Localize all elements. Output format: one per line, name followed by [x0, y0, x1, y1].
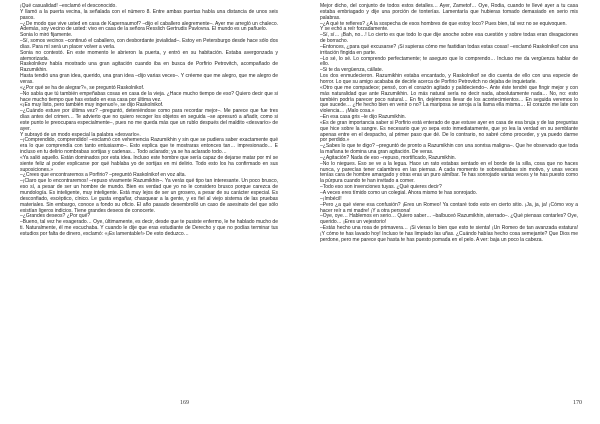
- paragraph: –¿A qué te refieres? ¿A la sospecha de esos hombres de que estoy loco? Pues bien, tal vez no se equivoquen.: [320, 20, 567, 27]
- paragraph: ¡Qué casualidad! –exclamó el desconocido.: [20, 3, 117, 9]
- paragraph: –Sí, somos vecinos –continuó el caballero, con desbordante jovialidad–. Estoy en Petersburgo desde hace sólo dos días. Para mí será un placer volver a verla.: [20, 38, 278, 50]
- paragraph: Hasta tendió una gran idea, querido, una gran idea –dijo varias veces–. Y créeme que me alegro, que me alegro de veras.: [20, 73, 278, 85]
- paragraph: «Ya salió aquello. Están dominados por esta idea. Incluso este hombre que sería capaz de dejarse matar por mí se siente feliz al poder explicarse por qué hablaba yo de sortijas en mi delirio. Todo esto los ha confirmado en sus suposiciones.»: [20, 154, 278, 173]
- paragraph: –Estás hecho una rosa de primavera… ¡Si vieras lo bien que esto te sienta! ¡Un Romeo de tan avanzada estatura! ¡Y cómo te has lavado hoy! Incluso te has limpiado las uñas. ¿Cuándo habías hecho cosa semejante? Que Dios me perdone, pero me parece que hasta te has puesto pomada en el pelo. A ver: baja un poco la cabeza.: [320, 225, 578, 243]
- paragraph: –¡Claro que lo encontraremos! –repuso vivamente Razumikhin–. Ya verás qué tipo tan interesante. Un poco brusco, eso sí, a pesar de ser un hombre de mundo. Bien es verdad que yo no le considero brusco porque carezca de mundología. Es inteligente, muy inteligente. Está muy lejos de ser un grosero, a pesar de su carácter especial. Es desconfiado, escéptico, cínico. Le gusta engañar, chasquear a la gente, y es fiel al viejo sistema de las pruebas materiales. Sin embargo, conoce a fondo su oficio. El año pasado desembrolló un caso de asesinato del que sólo existían ligeros indicios. Tiene grandes deseos de conocerte.: [20, 178, 278, 214]
- paragraph: –¿Agitación? Nada de eso –repuso, mortificado, Razumikhin.: [320, 154, 456, 161]
- paragraph: «¡Es muy listo, pero también muy ingenuo!», se dijo Raskolnikof.: [20, 102, 164, 109]
- left-page-text: [20, 4, 278, 238]
- paragraph: –¡Imbécil!: [320, 195, 342, 202]
- paragraph: –En esa casa gris –le dijo Razumikhin.: [320, 114, 406, 121]
- paragraph: –A veces eres tímido como un colegial. Ahora mismo te has sonrojado.: [320, 190, 478, 196]
- paragraph: «Otro que me compadece; pensó, con el corazón agitado y palideciendo–. Ante éste tendré que fingir mejor y con más naturalidad que ante Razumikhin. Lo más natural sería no decir nada, absolutamente nada… No, no: esto también podría parecer poco natural… En fin, dejémonos llevar de los acontecimientos… En seguida veremos lo que sucede… ¿He hecho bien en venir o no? La mariposa se arroja a la llama ella misma… El corazón me late con violencia… ¡Malo cosa.»: [320, 84, 578, 115]
- paragraph: –Oye, oye… Hablemos en serio… Quiero saber… –balbuceó Razumikhin, aterrado–. ¿Qué piensas contarles? Oye, querido… ¡Eres un vejestorio!: [320, 213, 578, 226]
- paragraph: –Todo eso son invenciones tuyas. ¿Qué quieres decir?: [320, 184, 442, 191]
- paragraph: Sonia no contestó. En este momento le abrieron la puerta, y entró en su habitación. Estaba avergonzada y atemorizada.: [20, 49, 278, 62]
- paragraph: –No sabía que tú también empeñabas cosas en casa de la vieja. ¿Hace mucho tiempo de eso? Quiero decir que si hace mucho tiempo que has estado en esa casa por última vez.: [20, 90, 278, 103]
- paragraph: –Bueno, tal vez he exagerado… Oye, últimamente, es decir, desde que te pusiste enfermo, le he hablado mucho de ti. Naturalmente, él me escuchaba. Y cuando le dije que eras estudiante de Derecho y que no podías terminar tus estudios por falta de dinero, exclamó: «¡Es lamentable!» De esto deduzco…: [20, 219, 278, 237]
- paragraph: Los dos enmudecieron. Razumikhin estaba encantado, y Raskolnikof se dio cuenta de ello con una especie de horror. Lo que su amigo acababa de decirle acerca de Porfirio Petrovitch no dejaba de inquietarle.: [320, 73, 578, 85]
- paragraph: –¿De modo que vive usted en casa de Kapernaumof? –dijo el caballero alegremente–. Ayer me arregló un chaleco. Además, soy vecino de usted: vivo en casa de la señora Resslich Gertrudis Pavlovna. El mundo es un pañuelo.: [20, 20, 278, 33]
- paragraph: «Es de gran importancia saber si Porfirio está enterado de que estuve ayer en casa de esa bruja y de las preguntas que hice sobre la sangre. Es necesario que yo sepa esto inmediatamente, que yo lea la verdad en su semblante apenas entre en el despacho, al primer paso que dé. De lo contrario, no sabré cómo proceder, y ya puedo darme por perdido.»: [320, 119, 578, 144]
- right-page: [300, 0, 600, 424]
- paragraph: Y subrayó de un modo especial la palabra «desvarío».: [20, 131, 141, 138]
- paragraph: –Sí, sí… ¡Bah, no…! Lo cierto es que todo lo que dije anoche sobre esa cuestión y sobre todas eran divagaciones de borracho.: [320, 32, 578, 45]
- right-page-text: [320, 4, 578, 244]
- paragraph: –¿Crees que encontraremos a Porfirio? –preguntó Raskolnikof en voz alta.: [20, 172, 186, 179]
- paragraph: Y llamó a la puerta vecina, la señalada con el número 8. Entre ambas puertas había una distancia de unos seis pasos.: [20, 8, 278, 21]
- paragraph: –No lo niegues. Eso se ve a la legua. Hace un rato estabas sentado en el borde de la silla, cosa que no haces nunca, y parecías tener calambres en las piernas. A cada momento te sobresaltabas sin motivo, y unas veces tenías cara de hombre amargado y otras eras un puro almíbar. Te has sonrojado varias veces y te has puesto como la púrpura cuando te han invitado a comer.: [320, 160, 578, 185]
- page-number: 170: [573, 400, 582, 406]
- paragraph: «¿Por qué se ha de alegrar?», se preguntó Raskolnikof.: [20, 84, 145, 91]
- paragraph: Mejor dicho, del conjunto de todos estos detalles… Ayer, Zametof… Oye, Rodia, cuando te llevé ayer a tu casa estaba embriagado y dije una porción de tonterías. Lamentaría que hubieras tomado demasiado en serio mis palabras.: [320, 3, 578, 21]
- paragraph: –Lo sé, lo sé. Lo comprendo perfectamente; te aseguro que lo comprendo… Incluso me da vergüenza hablar de ello.: [320, 55, 578, 68]
- paragraph: Raskolnikov había mostrado una gran agitación cuando iba en busca de Porfirio Petrovitch, acompañado de Razumikhin.: [20, 61, 278, 74]
- paragraph: –¿Cuándo estuve por última vez? –preguntó, deteniéndose como para recordar mejor–. Me parece que fue tres días antes del crimen… Te advierto que no quiero recoger los objetos en seguida –se apresuró a añadir, como si este punto le preocupara especialmente–, pues no me queda más que un rublo después del maldito «desvarío» de ayer.: [20, 108, 278, 132]
- paragraph: –¿Grandes deseos? ¿Por qué?: [20, 213, 91, 220]
- paragraph: –¿Sabes lo que te digo? –preguntó de pronto a Razumikhin con una sonrisa maligna–. Que he observado que toda la mañana te domina una gran agitación. De veras.: [320, 143, 578, 156]
- paragraph: –¡Comprendido, comprendido! –exclamó con vehemencia Razumikhin y sin que se pudiera saber exactamente qué era lo que comprendía con tanto entusiasmo–. Esto explica que te mostraras entonces tan… impresionado… E incluso en tu delirio nombrabas sortijas y cadenas… Todo aclarado; ya se ha aclarado todo…: [20, 137, 278, 156]
- paragraph: –Si te da vergüenza, cállate.: [320, 67, 384, 74]
- paragraph: Sonia lo miró fijamente.: [20, 32, 73, 39]
- paragraph: Y se echó a reír forzadamente.: [320, 26, 389, 33]
- page-number: 169: [180, 400, 189, 406]
- paragraph: –Pero ¿a qué viene esa confusión? ¡Eres un Romeo! Ya contaré todo esto en cierto sitio. ¡Ja, ja, ja! ¡Cómo voy a hacer reír a mi madre! ¡Y a otra persona!: [320, 201, 578, 214]
- paragraph: –Entonces, ¿para qué excusarse? ¡Si supieras cómo me fastidian todas estas cosas! –exclamó Raskolnikof con una irritación fingida en parte.: [320, 43, 578, 56]
